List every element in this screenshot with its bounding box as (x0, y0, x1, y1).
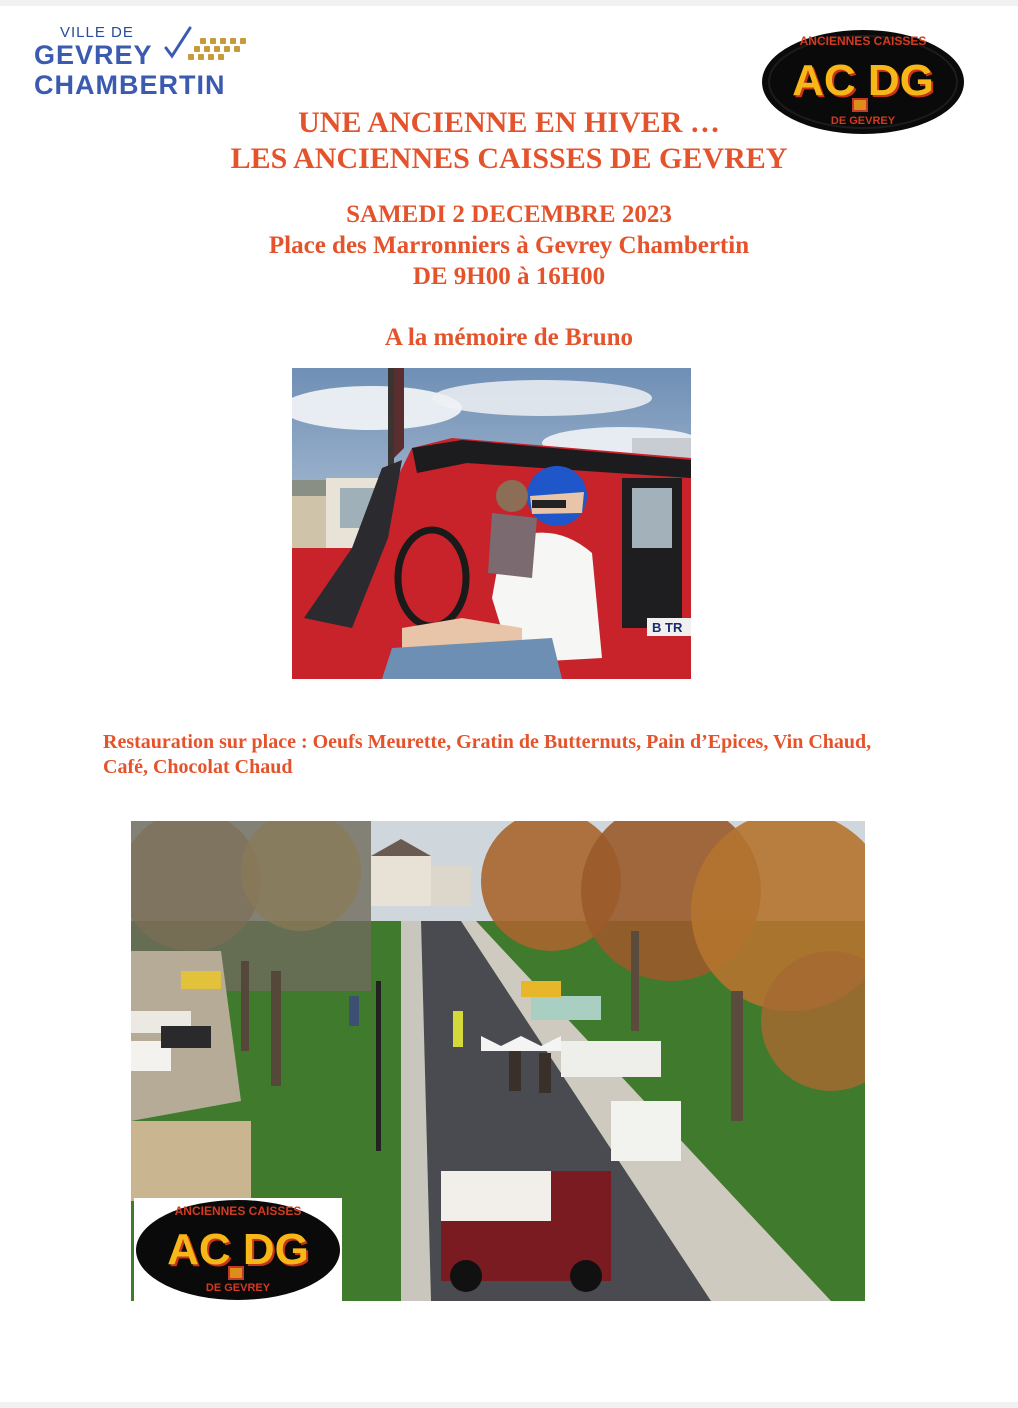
poster-title-line1: UNE ANCIENNE EN HIVER … (298, 106, 720, 139)
event-date: SAMEDI 2 DECEMBRE 2023 (346, 201, 672, 228)
ville-logo-line2: CHAMBERTIN (34, 70, 226, 100)
acdg-club-logo-bottom (134, 1198, 342, 1302)
grape-dots-icon (186, 36, 252, 62)
ville-logo-small-text: VILLE DE (60, 24, 134, 41)
poster-title-line2: LES ANCIENNES CAISSES DE GEVREY (230, 142, 788, 175)
restauration-menu: Restauration sur place : Oeufs Meurette, Gratin de Butternuts, Pain d’Epices, Vin Chaud, Café, Chocolat Chaud (103, 731, 872, 778)
photo-driver-red-convertible (292, 368, 691, 679)
acdg-ring-bottom-text: DE GEVREY (830, 115, 896, 127)
acdg-wordmark: AC DG (792, 56, 934, 105)
acdg-ring-top-text: ANCIENNES CAISSES (799, 34, 927, 48)
acdg-bottom-ring-bottom-text: DE GEVREY (205, 1282, 271, 1294)
ville-logo-line1: GEVREY (34, 40, 153, 70)
acdg-bottom-wordmark: AC DG (167, 1225, 309, 1274)
plate-text: B TR (652, 620, 683, 635)
memorial-dedication: A la mémoire de Bruno (384, 324, 634, 351)
ville-gevrey-chambertin-logo (34, 24, 274, 104)
bottom-border (0, 1402, 1018, 1408)
acdg-bottom-ring-top-text: ANCIENNES CAISSES (174, 1204, 302, 1218)
top-border (0, 0, 1018, 6)
event-hours: DE 9H00 à 16H00 (412, 263, 606, 290)
event-place: Place des Marronniers à Gevrey Chambertin (268, 232, 750, 259)
